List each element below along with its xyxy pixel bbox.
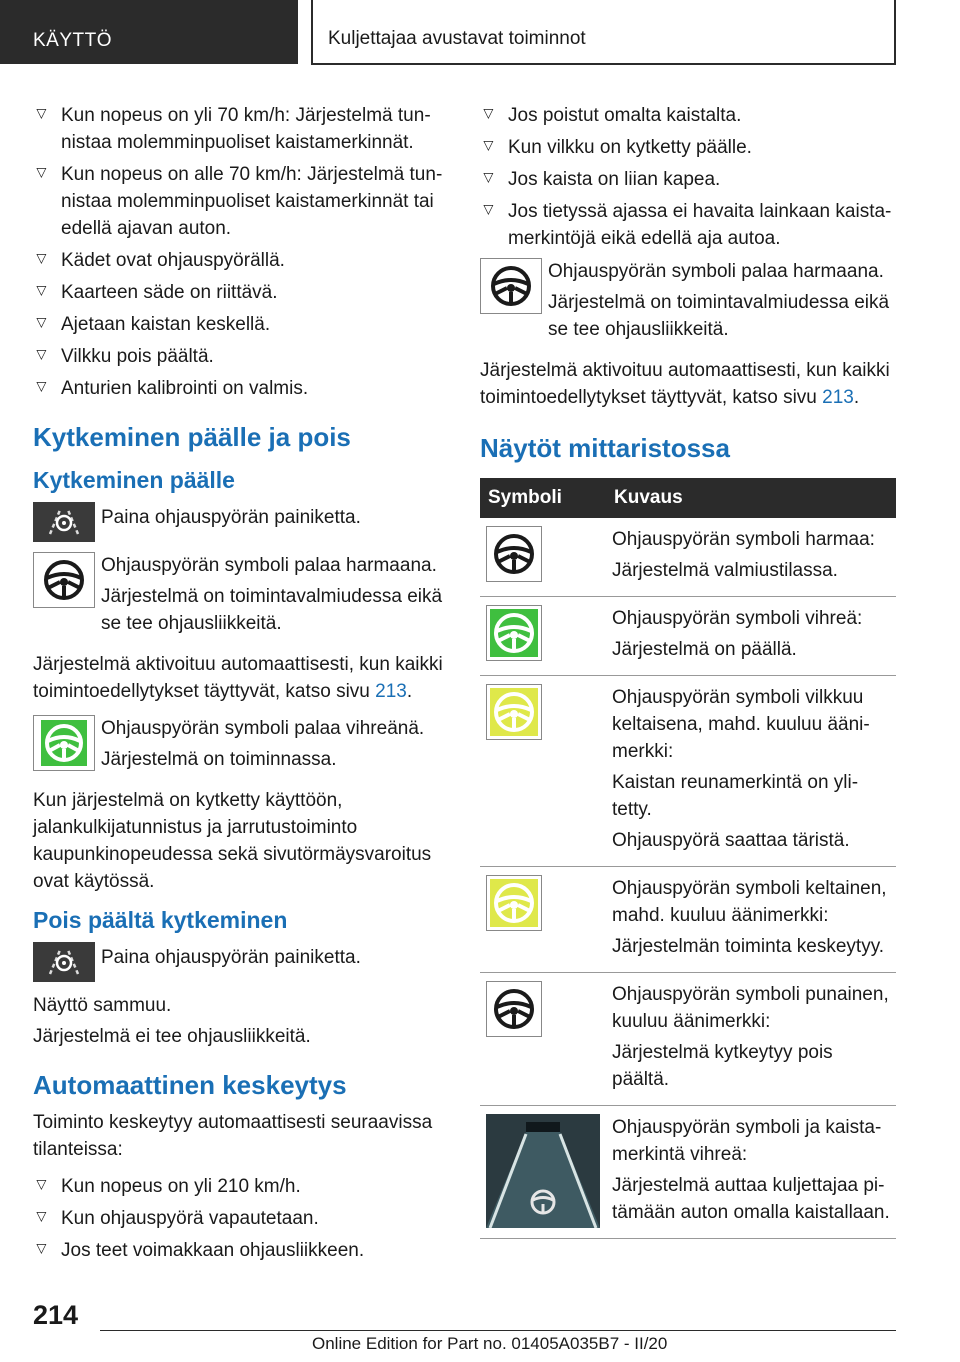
interrupt-list bbox=[33, 1173, 445, 1264]
steering-wheel-grey-icon bbox=[486, 526, 542, 582]
table-row bbox=[480, 973, 896, 1106]
col-header-symbol: Symboli bbox=[480, 478, 606, 518]
list-item: ▷ Kun nopeus on yli 70 km/h: Järjestelmä tunnistaa molemminpuoliset kaistamerkinnät. bbox=[33, 102, 445, 156]
grey-symbol-text: Ohjauspyörän symboli palaa harmaana. bbox=[101, 555, 437, 576]
left-column bbox=[33, 102, 445, 1269]
steering-wheel-yellow-flashing-icon bbox=[486, 684, 542, 740]
symbol-table bbox=[480, 478, 896, 1239]
description-line: Ohjauspyörä saattaa täristä. bbox=[612, 830, 850, 851]
description-line: Järjestelmän toiminta keskeytyy. bbox=[612, 936, 885, 957]
heading-displays: Näytöt mittaristossa bbox=[480, 433, 730, 463]
list-item: ▷ Anturien kalibrointi on valmis. bbox=[33, 375, 445, 402]
steering-wheel-grey-icon bbox=[33, 552, 95, 608]
grey-symbol-row bbox=[33, 552, 445, 641]
page-number: 214 bbox=[33, 1300, 79, 1330]
page-link[interactable]: 213 bbox=[822, 387, 854, 408]
description-line: Järjestelmä on päällä. bbox=[612, 639, 797, 660]
steering-wheel-red-icon bbox=[486, 981, 542, 1037]
col-header-description: Kuvaus bbox=[606, 478, 896, 518]
steering-wheel-green-icon bbox=[486, 605, 542, 661]
list-item: ▷ Kaarteen säde on riittävä. bbox=[33, 279, 445, 306]
list-item: ▷ Ajetaan kaistan keskellä. bbox=[33, 311, 445, 338]
description-line: Ohjauspyörän symboli harmaa: bbox=[612, 529, 875, 550]
description-line: Järjestelmä valmiustilassa. bbox=[612, 560, 838, 581]
grey-symbol-row bbox=[480, 258, 896, 347]
in-operation-text: Järjestelmä on toiminnassa. bbox=[101, 749, 337, 770]
heading-switch-on: Kytkeminen päälle bbox=[33, 467, 235, 493]
pedestrian-paragraph: Kun järjestelmä on kytketty käyttöön, jalankulkijatunnistus ja jarrutustoiminto kaupunkinopeudessa sekä sivutörmäysvaroitus ovat käytössä. bbox=[33, 790, 432, 892]
heading-switch: Kytkeminen päälle ja pois bbox=[33, 422, 351, 452]
list-item: ▷ Jos poistut omalta kaistalta. bbox=[480, 102, 896, 129]
press-button-text: Paina ohjauspyörän painiketta. bbox=[101, 947, 361, 968]
table-row bbox=[480, 676, 896, 867]
interrupt-list-cont bbox=[480, 102, 896, 252]
chapter-header bbox=[311, 0, 896, 65]
description-line: Järjestelmä auttaa kuljettajaa pitämään auton omalla kaistallaan. bbox=[612, 1175, 890, 1223]
table-row bbox=[480, 518, 896, 597]
press-button-text: Paina ohjauspyörän painiketta. bbox=[101, 507, 361, 528]
list-item: ▷ Jos tietyssä ajassa ei havaita lainkaan kaistamerkintöjä eikä edellä aja autoa. bbox=[480, 198, 896, 252]
section-tab bbox=[0, 0, 298, 64]
description-line: Ohjauspyörän symboli vihreä: bbox=[612, 608, 863, 629]
list-item: ▷ Kun vilkku on kytketty päälle. bbox=[480, 134, 896, 161]
steering-wheel-grey-icon bbox=[480, 258, 542, 314]
list-item: ▷ Kun ohjauspyörä vapautetaan. bbox=[33, 1205, 445, 1232]
lane-assist-button-icon bbox=[33, 502, 95, 542]
auto-activate-paragraph: Järjestelmä aktivoituu automaattisesti, kun kaikki toimintoedellytykset täyttyvät, katso sivu 213. bbox=[480, 360, 890, 408]
conditions-list bbox=[33, 102, 445, 402]
table-row bbox=[480, 867, 896, 973]
press-button-row bbox=[33, 504, 445, 542]
table-row bbox=[480, 1106, 896, 1239]
heading-auto-interrupt: Automaattinen keskeytys bbox=[33, 1070, 347, 1100]
description-line: Järjestelmä kytkeytyy pois päältä. bbox=[612, 1042, 833, 1090]
auto-activate-paragraph: Järjestelmä aktivoituu automaattisesti, kun kaikki toimintoedellytykset täyttyvät, katso sivu 213. bbox=[33, 654, 443, 702]
display-off-text: Näyttö sammuu. bbox=[33, 995, 172, 1016]
lane-assist-button-icon bbox=[33, 942, 95, 982]
heading-switch-off: Pois päältä kytkeminen bbox=[33, 907, 288, 933]
grey-symbol-text: Ohjauspyörän symboli palaa harmaana. bbox=[548, 261, 884, 282]
list-item: ▷ Jos teet voimakkaan ohjausliikkeen. bbox=[33, 1237, 445, 1264]
steering-wheel-lane-green-icon bbox=[486, 1114, 600, 1228]
auto-interrupt-text: Toiminto keskeytyy automaattisesti seuraavissa tilanteissa: bbox=[33, 1112, 433, 1160]
green-symbol-text: Ohjauspyörän symboli palaa vihreänä. bbox=[101, 718, 425, 739]
description-line: Ohjauspyörän symboli ja kaistamerkintä vihreä: bbox=[612, 1117, 882, 1165]
edition-text: Online Edition for Part no. 01405A035B7 - II/20 bbox=[312, 1334, 668, 1353]
table-row bbox=[480, 597, 896, 676]
footer-divider bbox=[100, 1330, 896, 1331]
list-item: ▷ Vilkku pois päältä. bbox=[33, 343, 445, 370]
list-item: ▷ Kun nopeus on alle 70 km/h: Järjestelmä tunnistaa molemminpuoliset kaistamerkinnät tai edellä ajavan auton. bbox=[33, 161, 445, 242]
steering-wheel-green-icon bbox=[33, 715, 95, 771]
right-column bbox=[480, 102, 896, 1239]
chapter-title: Kuljettajaa avustavat toiminnot bbox=[328, 28, 586, 49]
ready-text: Järjestelmä on toimintavalmiudessa eikä se tee ohjausliikkeitä. bbox=[548, 292, 890, 340]
description-line: Ohjauspyörän symboli keltainen, mahd. kuuluu äänimerkki: bbox=[612, 878, 887, 926]
steering-wheel-yellow-icon bbox=[486, 875, 542, 931]
section-label: KÄYTTÖ bbox=[33, 30, 113, 51]
press-button-row-off bbox=[33, 944, 445, 982]
ready-text: Järjestelmä on toimintavalmiudessa eikä se tee ohjausliikkeitä. bbox=[101, 586, 443, 634]
list-item: ▷ Jos kaista on liian kapea. bbox=[480, 166, 896, 193]
list-item: ▷ Kädet ovat ohjauspyörällä. bbox=[33, 247, 445, 274]
no-steering-text: Järjestelmä ei tee ohjausliikkeitä. bbox=[33, 1026, 311, 1047]
description-line: Ohjauspyörän symboli punainen, kuuluu äänimerkki: bbox=[612, 984, 889, 1032]
list-item: ▷ Kun nopeus on yli 210 km/h. bbox=[33, 1173, 445, 1200]
green-symbol-row bbox=[33, 715, 445, 777]
description-line: Ohjauspyörän symboli vilkkuu keltaisena, mahd. kuuluu äänimerkki: bbox=[612, 687, 870, 762]
page-link[interactable]: 213 bbox=[375, 681, 407, 702]
description-line: Kaistan reunamerkintä on ylitetty. bbox=[612, 772, 859, 820]
